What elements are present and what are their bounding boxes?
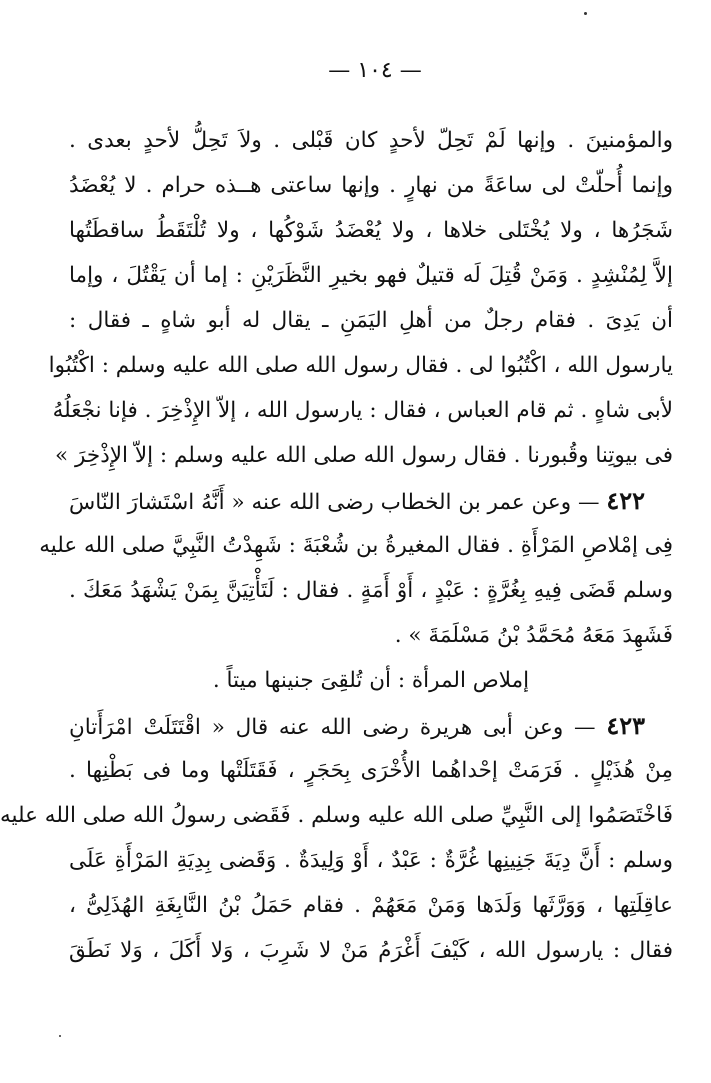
page-number: — ١٠٤ —: [328, 58, 422, 83]
hadith-423-start: ٤٢٣ — وعن أبى هريرة رضى الله عنه قال « اقْتَتَلَتْ امْرَأَتانِ: [69, 711, 645, 740]
gloss-note: إملاص المرأة : أن تُلقِىَ جنينها ميتاً .: [212, 668, 530, 693]
text-line: وإنما أُحلّتْ لى ساعَةً من نهارٍ . وإنها ساعتى هــذه حرام . لا يُعْضَدُ: [69, 173, 673, 198]
text-line: فى بيوتِنا وقُبورنا . فقال رسول الله صلى الله عليه وسلم : إلاّ الإِذْخِرَ »: [55, 443, 673, 468]
text-line: لأبى شاهٍ . ثم قام العباس ، فقال : يارسول الله ، إلاّ الإِذْخِرَ . فإنا نجْعَلُهُ: [52, 398, 673, 423]
text-line: إلاَّ لِمُنْشِدٍ . وَمَنْ قُتِلَ لَه قتيلٌ فهو بخيرِ النَّظَرَيْنِ : إما أن يَقْتُلَ ، وإما: [69, 263, 673, 288]
text-line: شَجَرُها ، ولا يُخْتَلى خلاها ، ولا يُعْضَدُ شَوْكُها ، ولا تُلْتَقَطُ ساقطَتُها: [69, 218, 673, 243]
paper-speck: [59, 1035, 61, 1037]
text-line: والمؤمنينَ . وإنها لَمْ تَحِلّ لأحدٍ كان قَبْلى . ولاَ تَحِلُّ لأحدٍ بعدى .: [69, 128, 673, 153]
text-line: فِى إمْلاصِ المَرْأَةِ . فقال المغيرةُ بن شُعْبَةَ : شَهِدْتُ النَّبِيَّ صلى الله عليه: [39, 533, 673, 558]
text-line: وسلم : أَنَّ دِيَةَ جَنِينِها غُرَّةٌ : عَبْدٌ ، أَوْ وَلِيدَةٌ . وَقَضى بِدِيَةِ المَرْأَةِ عَلَى: [69, 848, 673, 873]
text-line: عاقِلَتِها ، وَوَرَّثَها وَلَدَها وَمَنْ مَعَهُمْ . فقام حَمَلُ بْنُ النَّابِغَةِ الهُذَلِىُّ ،: [69, 893, 673, 918]
text-line: يارسول الله ، اكْتُبُوا لى . فقال رسول الله صلى الله عليه وسلم : اكْتُبُوا: [48, 353, 673, 378]
text-line: وسلم قَضَى فِيهِ بِغُرَّةٍ : عَبْدٍ ، أَوْ أَمَةٍ . فقال : لَتَأْتِيَنَّ بِمَنْ يَشْهَدُ مَعَكَ .: [69, 578, 673, 603]
text-line: فَاخْتَصَمُوا إلى النَّبِيِّ صلى الله عليه وسلم . فَقَضى رسولُ الله صلى الله عليه: [0, 803, 673, 828]
hadith-422-start: ٤٢٢ — وعن عمر بن الخطاب رضى الله عنه « أَنَّهُ اسْتَشارَ النّاسَ: [69, 486, 645, 515]
text-line: مِنْ هُذَيْلٍ . فَرَمَتْ إحْداهُما الأُخْرَى بِحَجَرٍ ، فَقَتَلَتْها وما فى بَطْنِها .: [69, 758, 673, 783]
body-text: [0, 118, 673, 973]
text-line: فَشَهِدَ مَعَهُ مُحَمَّدُ بْنُ مَسْلَمَةَ » .: [394, 623, 673, 648]
hadith-number: ٤٢٣: [606, 711, 645, 740]
paper-speck: [584, 12, 587, 15]
text-line: أن يَدِىَ . فقام رجلٌ من أهلِ اليَمَنِ ـ يقال له أبو شاهٍ ـ فقال :: [69, 308, 673, 333]
hadith-number: ٤٢٢: [606, 486, 645, 515]
text-line: فقال : يارسول الله ، كَيْفَ أَغْرَمُ مَنْ لا شَرِبَ ، وَلا أَكَلَ ، وَلا نَطَقَ: [69, 938, 673, 963]
